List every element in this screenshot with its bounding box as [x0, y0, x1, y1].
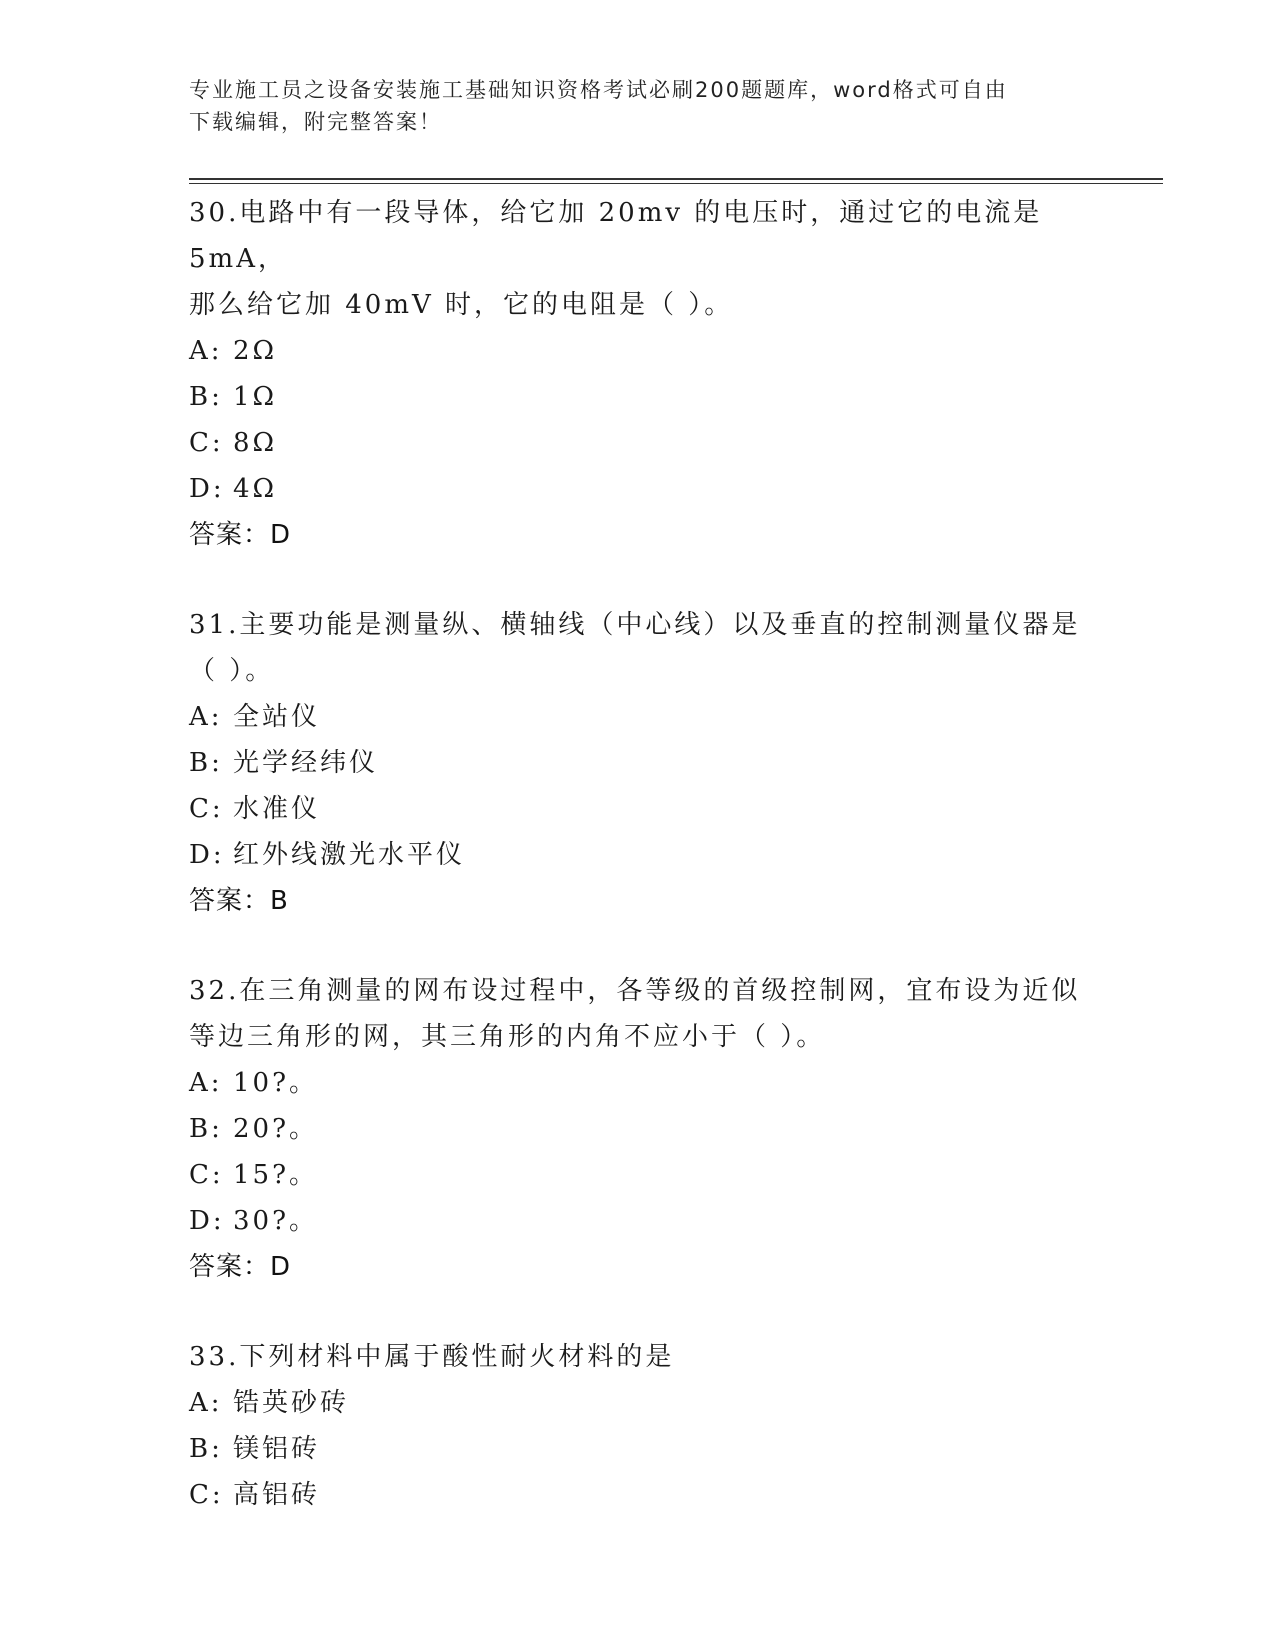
- header-divider-thick: [189, 178, 1163, 180]
- option-text: 10?。: [233, 1068, 319, 1098]
- question-stem: [189, 968, 1089, 1060]
- option-text: 光学经纬仪: [233, 748, 379, 778]
- option-letter: B:: [189, 1434, 223, 1464]
- option-d: [189, 466, 1089, 512]
- question-33: [189, 1334, 1089, 1518]
- option-c: [189, 786, 1089, 832]
- question-stem-line: 30.电路中有一段导体，给它加 20mv 的电压时，通过它的电流是 5mA，: [189, 198, 1043, 274]
- option-a: [189, 1380, 1089, 1426]
- option-letter: A:: [189, 336, 223, 366]
- option-text: 30?。: [233, 1206, 319, 1236]
- header-divider-thin: [189, 183, 1163, 184]
- question-stem-line: 等边三角形的网，其三角形的内角不应小于（ ）。: [189, 1022, 826, 1052]
- option-text: 20?。: [233, 1114, 319, 1144]
- option-a: [189, 694, 1089, 740]
- answer-label: 答案：D: [189, 1252, 292, 1282]
- question-stem-line: （ ）。: [189, 656, 275, 686]
- header-line-2: 下载编辑，附完整答案！: [189, 110, 442, 134]
- option-d: [189, 1198, 1089, 1244]
- option-text: 高铝砖: [233, 1480, 321, 1510]
- question-spacer: [189, 924, 1089, 968]
- question-stem-line: 31.主要功能是测量纵、横轴线（中心线）以及垂直的控制测量仪器是: [189, 610, 1081, 640]
- option-c: [189, 420, 1089, 466]
- option-text: 水准仪: [233, 794, 321, 824]
- option-c: [189, 1152, 1089, 1198]
- question-stem: [189, 602, 1089, 694]
- option-letter: A:: [189, 1068, 223, 1098]
- question-list: [189, 190, 1089, 1518]
- question-stem-line: 那么给它加 40mV 时，它的电阻是（ ）。: [189, 290, 734, 320]
- option-b: [189, 740, 1089, 786]
- question-stem: [189, 190, 1089, 328]
- option-b: [189, 1106, 1089, 1152]
- option-d: [189, 832, 1089, 878]
- option-letter: D:: [189, 474, 225, 504]
- option-letter: A:: [189, 1388, 223, 1418]
- option-letter: B:: [189, 748, 223, 778]
- option-letter: C:: [189, 1160, 224, 1190]
- option-letter: C:: [189, 1480, 224, 1510]
- option-letter: C:: [189, 428, 224, 458]
- option-letter: A:: [189, 702, 223, 732]
- option-text: 1Ω: [233, 382, 278, 412]
- question-stem: [189, 1334, 1089, 1380]
- answer-label: 答案：D: [189, 520, 292, 550]
- option-letter: D:: [189, 840, 225, 870]
- option-text: 锆英砂砖: [233, 1388, 350, 1418]
- option-text: 全站仪: [233, 702, 321, 732]
- option-text: 2Ω: [233, 336, 278, 366]
- option-letter: B:: [189, 382, 223, 412]
- option-text: 4Ω: [233, 474, 278, 504]
- question-stem-line: 33.下列材料中属于酸性耐火材料的是: [189, 1342, 675, 1372]
- option-b: [189, 374, 1089, 420]
- question-32: [189, 968, 1089, 1290]
- question-spacer: [189, 1290, 1089, 1334]
- question-31: [189, 602, 1089, 924]
- option-c: [189, 1472, 1089, 1518]
- option-letter: D:: [189, 1206, 225, 1236]
- answer-label: 答案：B: [189, 886, 289, 916]
- option-text: 镁铝砖: [233, 1434, 321, 1464]
- question-spacer: [189, 558, 1089, 602]
- option-letter: B:: [189, 1114, 223, 1144]
- option-letter: C:: [189, 794, 224, 824]
- question-30: [189, 190, 1089, 558]
- option-a: [189, 1060, 1089, 1106]
- question-stem-line: 32.在三角测量的网布设过程中，各等级的首级控制网，宜布设为近似: [189, 976, 1081, 1006]
- document-header: [189, 74, 1089, 138]
- option-a: [189, 328, 1089, 374]
- option-text: 红外线激光水平仪: [233, 840, 466, 870]
- option-text: 15?。: [233, 1160, 319, 1190]
- option-b: [189, 1426, 1089, 1472]
- header-line-1: 专业施工员之设备安装施工基础知识资格考试必刷200题题库，word格式可自由: [189, 78, 1008, 102]
- option-text: 8Ω: [233, 428, 278, 458]
